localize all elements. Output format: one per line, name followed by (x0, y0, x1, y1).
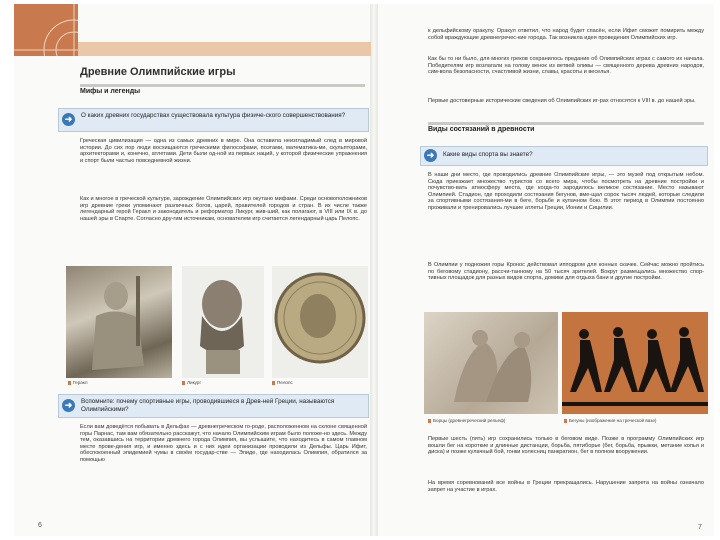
image-caption (182, 380, 201, 385)
question-text: О каких древних государствах существовала культура физиче-ского совершенствования? (81, 112, 346, 119)
heracles-statue-image (66, 266, 172, 378)
caption-lycurgus: Ликург (187, 380, 202, 385)
caption-heracles: Геракл (73, 380, 88, 385)
paragraph: к дельфийскому оракулу. Оракул ответил, что народ будет спасён, если Ифит сможет помирить между собой враждующие древнегречес-кие города. Так возникла идея проведения Олимпийских игр. (428, 28, 704, 41)
lycurgus-bust-image (182, 266, 264, 378)
paragraph: Как бы то ни было, для многих греков сохранилось предание об Олимпийских играх с самого их начала. Победителям игр возлагали на голову венок из ветвей оливы — священного дерева древних народов, сим-вола безопасности, счастливой жизни, славы, красоты и веселья. (428, 56, 704, 76)
question-text: Какие виды спорта вы знаете? (443, 151, 533, 158)
caption-runners: Бегуны (изображение на греческой вазе) (569, 418, 657, 423)
header-corner-decoration (14, 4, 78, 56)
page-number-right: 7 (698, 524, 702, 531)
paragraph: Греческая цивилизация — одна из самых древних в мире. Она оставила неизгладимый след в мировой истории. До сих пор люди восхищаются греческими философами, поэтами, математика-ми, скульпторами, архитекторами и, конечно, атлетами. Дети были од-ной из первых наций, у которой физические упражнения и спорт были частью повседневной жизни. (80, 138, 367, 164)
paragraph: Если вам доведётся побывать в Дельфах — древнегреческом го-роде, расположенном на склоне священной горы Парнас, там вам обязательно расскажут, что начало Олимпийским играм было положе-но здесь. Между тем, оказавшись на территории древнего города Олимпия, вы услышите, что находитесь в самом главном месте прове-дения игр, и именно здесь и с них идеи организации проводили из Дельфы. Царь Ифит, обеспокоенный эпидемией чумы в своём государ-стве — Элиде, где находилась Олимпия, обратился за помощью (80, 424, 367, 463)
question-box (58, 108, 369, 132)
image-caption (68, 380, 88, 385)
book-spine (370, 4, 378, 536)
runners-vase-image (562, 312, 708, 414)
arrow-icon: ➜ (62, 113, 75, 126)
section-heading-text: Мифы и легенды (80, 88, 141, 95)
caption-pelops: Пелопс (277, 380, 293, 385)
question-box (420, 146, 708, 166)
paragraph: В наши дни место, где проводились древние Олимпийские игры, — это музей под открытым небом. Сюда приезжает множество туристов со всего мира, чтобы посмотреть на древние постройки и почувство-вать атмосферу места, где когда-то зародилось великое состязание. Место называют Олимпией. Стадион, где проходили состязания бегунов, вме-щал сорок тысяч людей, которые следили за спортивными состязания-ми в беге, борьбе и кулачном бою. В этот период в Олимпии постоянно проживали и тренировались лучшие атлеты Греции, Ионии и Сицилии. (428, 172, 704, 211)
question-text: Вспомните: почему спортивные игры, проводившиеся в Древ-ней Греции, называются Олимпийскими? (81, 398, 335, 413)
section-heading-myths (80, 88, 365, 95)
page-number-left: 6 (38, 522, 42, 529)
section-bar (428, 122, 704, 125)
page-title: Древние Олимпийские игры (80, 66, 236, 78)
paragraph: Первые достоверные исторические сведения об Олимпийских иг-рах относятся к VIII в. до нашей эры. (428, 98, 696, 104)
paragraph: На время соревнований все войны в Греции прекращались. Нарушение запрета на войны означало запрет на участие в играх. (428, 480, 704, 493)
section-bar (80, 84, 365, 87)
caption-wrestlers: Борцы (древнегреческий рельеф) (433, 418, 506, 423)
image-caption (428, 418, 505, 423)
paragraph: Первые шесть (пять) игр сохранились только в беговом виде. Позже в программу Олимпийских игр вошли бег на короткие и длинные дистанции, борьба, пятиборье (бег, борьба, прыжки, метание копья и диска) и позже кулачный бой, гонки колесниц панкратион, бег в полном вооружении. (428, 436, 704, 456)
paragraph: Как и многое в греческой культуре, зарождение Олимпийских игр окутано мифами. Среди основоположников игр древние греки упоминают различных богов, царей, правителей городов и стран. В их числе также легендарный герой Геракл и законодатель и реформатор Ликург, жив-ший, как полагают, в VIII или IX в. до нашей эры в Спарте. Согласно дру-гим источникам, основателем игр считается легендарный царь Пелопс. (80, 196, 367, 222)
image-caption (564, 418, 656, 423)
paragraph: В Олимпии у подножия горы Кронос действовал ипподром для конных скачек. Сейчас можно пройтись по беговому стадиону, рассчи-танному на 50 тысяч зрителей. Вокруг размещались множество спор-тивных площадок для разных видов спорта, домики для отдыха бани и другие постройки. (428, 262, 704, 282)
pelops-coin-image (272, 266, 368, 378)
question-box (58, 394, 369, 418)
arrow-icon: ➜ (424, 149, 437, 162)
arrow-icon: ➜ (62, 399, 75, 412)
section-heading-competitions (428, 126, 704, 133)
image-caption (272, 380, 293, 385)
wrestlers-relief-image (424, 312, 558, 414)
section-heading-text: Виды состязаний в древности (428, 126, 535, 133)
header-band (78, 42, 371, 56)
